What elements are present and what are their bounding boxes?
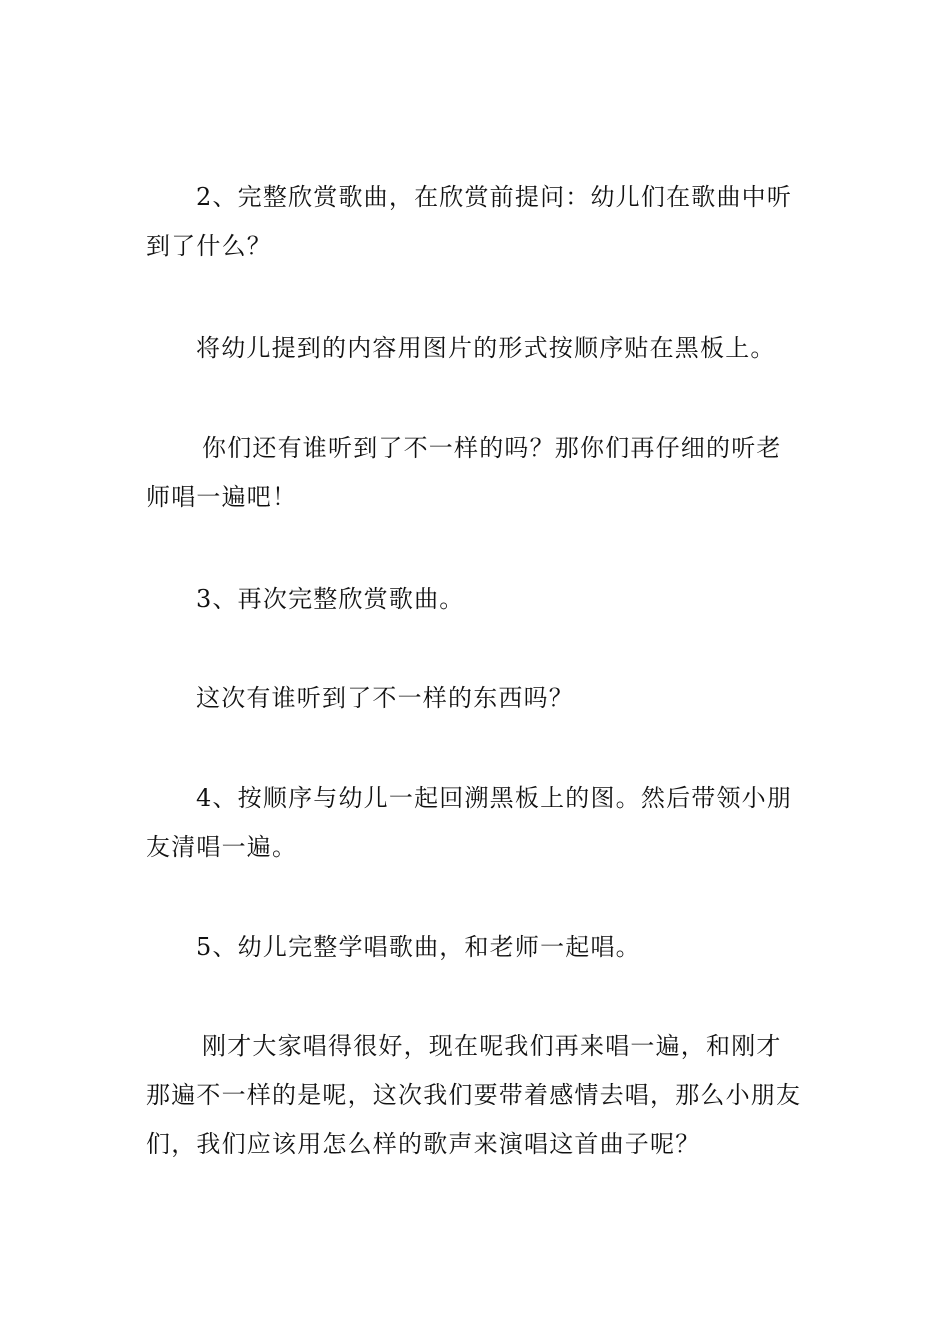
paragraph-step-4: 4、按顺序与幼儿一起回溯黑板上的图。然后带领小朋友清唱一遍。 xyxy=(146,784,793,861)
paragraph-sing-with-feeling: 刚才大家唱得很好，现在呢我们再来唱一遍，和刚才那遍不一样的是呢，这次我们要带着感情去唱，那么小朋友们，我们应该用怎么样的歌声来演唱这首曲子呢？ xyxy=(146,1032,802,1158)
paragraph-post-pictures: 将幼儿提到的内容用图片的形式按顺序贴在黑板上。 xyxy=(196,334,776,362)
paragraph-step-5: 5、幼儿完整学唱歌曲，和老师一起唱。 xyxy=(196,933,641,961)
paragraph-step-3: 3、再次完整欣赏歌曲。 xyxy=(196,585,465,613)
paragraph-question-listen-again: 你们还有谁听到了不一样的吗？那你们再仔细的听老师唱一遍吧！ xyxy=(146,434,782,511)
paragraph-question-different: 这次有谁听到了不一样的东西吗？ xyxy=(196,684,574,712)
paragraph-step-2: 2、完整欣赏歌曲，在欣赏前提问：幼儿们在歌曲中听到了什么？ xyxy=(146,183,793,260)
